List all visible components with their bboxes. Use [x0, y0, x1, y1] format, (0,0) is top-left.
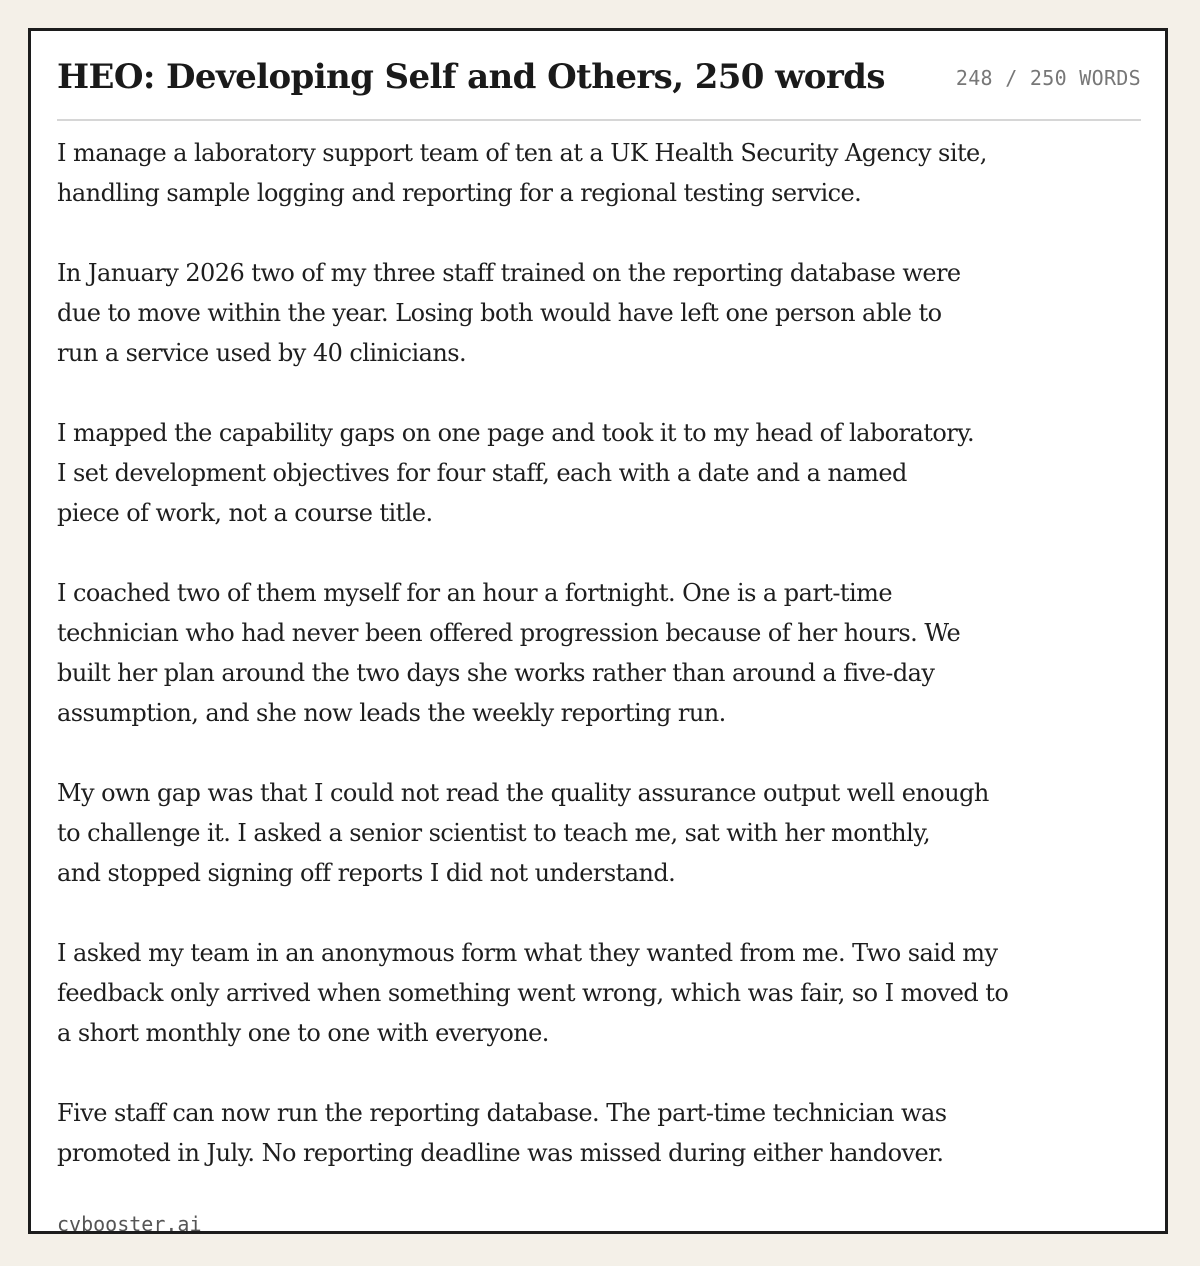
- paragraph-3: [57, 413, 1057, 533]
- paragraph-1: [57, 133, 1057, 213]
- paragraph-line: I mapped the capability gaps on one page and took it to my head of laboratory.: [57, 419, 975, 447]
- paragraph-line: assumption, and she now leads the weekly reporting run.: [57, 699, 726, 727]
- paragraph-2: [57, 253, 1057, 373]
- paragraph-4: [57, 573, 1057, 733]
- paragraph-line: handling sample logging and reporting for a regional testing service.: [57, 179, 862, 207]
- statement-body: [57, 133, 1057, 1213]
- statement-header: [57, 49, 1141, 121]
- paragraph-line: In January 2026 two of my three staff trained on the reporting database were: [57, 259, 961, 287]
- paragraph-line: and stopped signing off reports I did not understand.: [57, 859, 676, 887]
- paragraph-line: Five staff can now run the reporting database. The part-time technician was: [57, 1099, 947, 1127]
- statement-card: [28, 28, 1168, 1234]
- paragraph-line: I asked my team in an anonymous form what they wanted from me. Two said my: [57, 939, 998, 967]
- paragraph-line: I coached two of them myself for an hour a fortnight. One is a part-time: [57, 579, 892, 607]
- paragraph-line: feedback only arrived when something went wrong, which was fair, so I moved to: [57, 979, 1009, 1007]
- paragraph-line: My own gap was that I could not read the quality assurance output well enough: [57, 779, 989, 807]
- page-title: HEO: Developing Self and Others, 250 words: [57, 57, 885, 97]
- paragraph-line: technician who had never been offered progression because of her hours. We: [57, 619, 961, 647]
- paragraph-line: promoted in July. No reporting deadline was missed during either handover.: [57, 1139, 944, 1167]
- paragraph-6: [57, 933, 1057, 1053]
- word-count-badge: 248 / 250 WORDS: [955, 66, 1141, 90]
- paragraph-line: I set development objectives for four staff, each with a date and a named: [57, 459, 907, 487]
- paragraph-line: I manage a laboratory support team of ten at a UK Health Security Agency site,: [57, 139, 987, 167]
- paragraph-line: built her plan around the two days she works rather than around a five-day: [57, 659, 935, 687]
- paragraph-line: piece of work, not a course title.: [57, 499, 433, 527]
- paragraph-7: [57, 1093, 1057, 1173]
- brand-footer: cvbooster.ai: [57, 1212, 202, 1234]
- paragraph-5: [57, 773, 1057, 893]
- paragraph-line: a short monthly one to one with everyone.: [57, 1019, 549, 1047]
- paragraph-line: run a service used by 40 clinicians.: [57, 339, 467, 367]
- paragraph-line: due to move within the year. Losing both would have left one person able to: [57, 299, 942, 327]
- paragraph-line: to challenge it. I asked a senior scientist to teach me, sat with her monthly,: [57, 819, 931, 847]
